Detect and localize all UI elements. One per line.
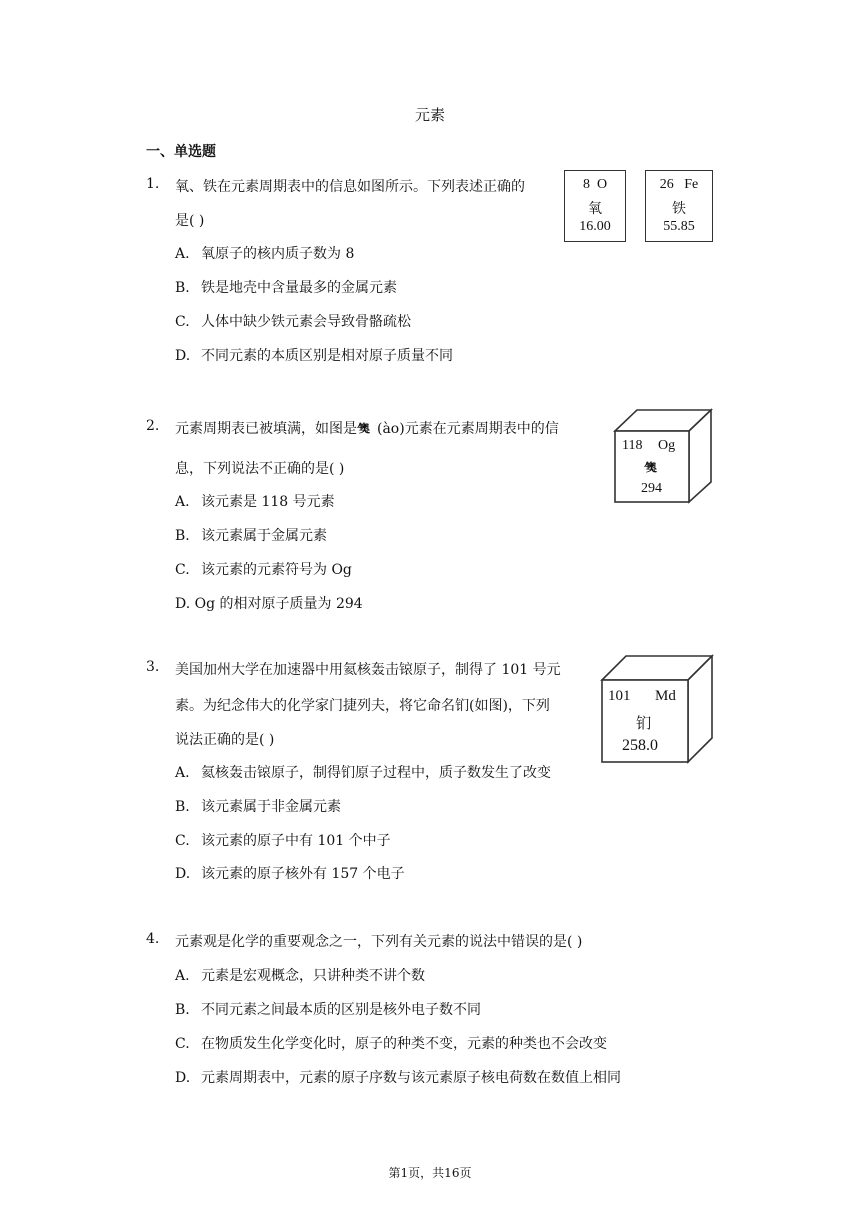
option-b[interactable] xyxy=(175,999,481,1019)
atomic-mass: 55.85 xyxy=(663,219,695,234)
option-a[interactable] xyxy=(175,243,354,263)
atomic-mass: 258.0 xyxy=(622,737,658,754)
option-b[interactable] xyxy=(175,796,341,816)
option-text: 不同元素之间最本质的区别是核外电子数不同 xyxy=(201,1002,481,1018)
option-letter: B. xyxy=(175,1002,190,1018)
option-text: 该元素属于非金属元素 xyxy=(201,799,341,815)
option-text: 铁是地壳中含量最多的金属元素 xyxy=(201,280,397,296)
question-number: 4. xyxy=(146,931,160,947)
option-letter: A. xyxy=(175,968,190,984)
option-b[interactable] xyxy=(175,277,397,297)
question-line: 素。为纪念伟大的化学家门捷列夫，将它命名钔(如图)，下列 xyxy=(175,698,550,714)
element-name: 钔 xyxy=(636,714,652,732)
cube-outline xyxy=(612,408,714,504)
option-letter: A. xyxy=(175,765,190,781)
element-cube-mendelevium xyxy=(600,654,714,764)
option-letter: C. xyxy=(175,1036,190,1052)
option-a[interactable] xyxy=(175,491,335,511)
element-symbol: Og xyxy=(658,438,676,453)
option-c[interactable] xyxy=(175,311,411,331)
element-symbol: O xyxy=(596,177,608,192)
option-c[interactable] xyxy=(175,830,391,850)
option-text: 该元素的元素符号为 Og xyxy=(201,562,352,578)
option-letter: B. xyxy=(175,528,190,544)
question-number: 1. xyxy=(146,176,160,192)
document-title: 元素 xyxy=(414,106,445,124)
atomic-number: 26 xyxy=(659,177,674,192)
option-text: 在物质发生化学变化时，原子的种类不变，元素的种类也不会改变 xyxy=(201,1036,607,1052)
question-number: 2. xyxy=(146,418,160,434)
option-text: 氦核轰击锿原子，制得钔原子过程中，质子数发生了改变 xyxy=(201,765,551,781)
option-text: 人体中缺少铁元素会导致骨骼疏松 xyxy=(201,314,411,330)
question-line: 美国加州大学在加速器中用氦核轰击锿原子，制得了 101 号元 xyxy=(175,662,561,678)
question-line: 氧、铁在元素周期表中的信息如图所示。下列表述正确的 xyxy=(175,179,525,195)
option-d[interactable] xyxy=(175,863,405,883)
atomic-mass: 294 xyxy=(641,481,662,496)
question-number: 3. xyxy=(146,659,160,675)
option-b[interactable] xyxy=(175,525,327,545)
option-letter: A. xyxy=(175,246,190,262)
option-text: 该元素的原子中有 101 个中子 xyxy=(201,833,391,849)
option-letter: A. xyxy=(175,494,190,510)
option-letter: B. xyxy=(175,280,190,296)
option-text: 氧原子的核内质子数为 8 xyxy=(201,246,355,262)
atomic-number: 101 xyxy=(608,688,631,704)
element-name: 气奥 xyxy=(644,461,648,474)
element-name: 铁 xyxy=(672,202,686,217)
element-cube-oganesson xyxy=(612,408,714,504)
option-text: 元素周期表中，元素的原子序数与该元素原子核电荷数在数值上相同 xyxy=(201,1070,621,1086)
question-line-part: 元素周期表已被填满，如图是 xyxy=(175,421,357,437)
atomic-mass: 16.00 xyxy=(579,219,611,234)
element-symbol: Fe xyxy=(684,177,699,192)
page-footer: 第1页，共16页 xyxy=(388,1166,472,1180)
option-letter: C. xyxy=(175,562,190,578)
option-letter: D. xyxy=(175,866,191,882)
option-c[interactable] xyxy=(175,559,352,579)
option-d[interactable] xyxy=(175,593,363,613)
element-tile-oxygen xyxy=(564,170,626,242)
question-line-part: (ào)元素在元素周期表中的信 xyxy=(377,421,559,437)
option-text: 该元素属于金属元素 xyxy=(201,528,327,544)
atomic-number: 8 xyxy=(582,177,590,192)
question-line: 是( ) xyxy=(175,213,205,229)
element-tile-iron xyxy=(645,170,713,242)
option-d[interactable] xyxy=(175,1067,621,1087)
option-c[interactable] xyxy=(175,1033,607,1053)
option-letter: D. xyxy=(175,348,191,364)
option-text: 该元素的原子核外有 157 个电子 xyxy=(201,866,405,882)
option-a[interactable] xyxy=(175,965,425,985)
option-letter: C. xyxy=(175,833,190,849)
section-heading: 一、单选题 xyxy=(146,144,216,160)
option-text: Og 的相对原子质量为 294 xyxy=(194,596,363,612)
question-line: 元素观是化学的重要观念之一，下列有关元素的说法中错误的是( ) xyxy=(175,934,583,950)
element-symbol: Md xyxy=(655,688,676,704)
option-letter: C. xyxy=(175,314,190,330)
question-line: 息，下列说法不正确的是( ) xyxy=(175,461,345,477)
option-a[interactable] xyxy=(175,762,551,782)
element-name: 氧 xyxy=(588,202,602,217)
question-line: 说法正确的是( ) xyxy=(175,732,275,748)
option-text: 该元素是 118 号元素 xyxy=(201,494,335,510)
option-text: 元素是宏观概念，只讲种类不讲个数 xyxy=(201,968,425,984)
option-letter: B. xyxy=(175,799,190,815)
question-line xyxy=(175,418,559,438)
option-letter: D. xyxy=(175,1070,191,1086)
option-letter: D. xyxy=(175,596,191,612)
oganesson-glyph: 气奥 xyxy=(357,422,361,435)
option-d[interactable] xyxy=(175,345,453,365)
atomic-number: 118 xyxy=(622,438,643,453)
option-text: 不同元素的本质区别是相对原子质量不同 xyxy=(201,348,453,364)
